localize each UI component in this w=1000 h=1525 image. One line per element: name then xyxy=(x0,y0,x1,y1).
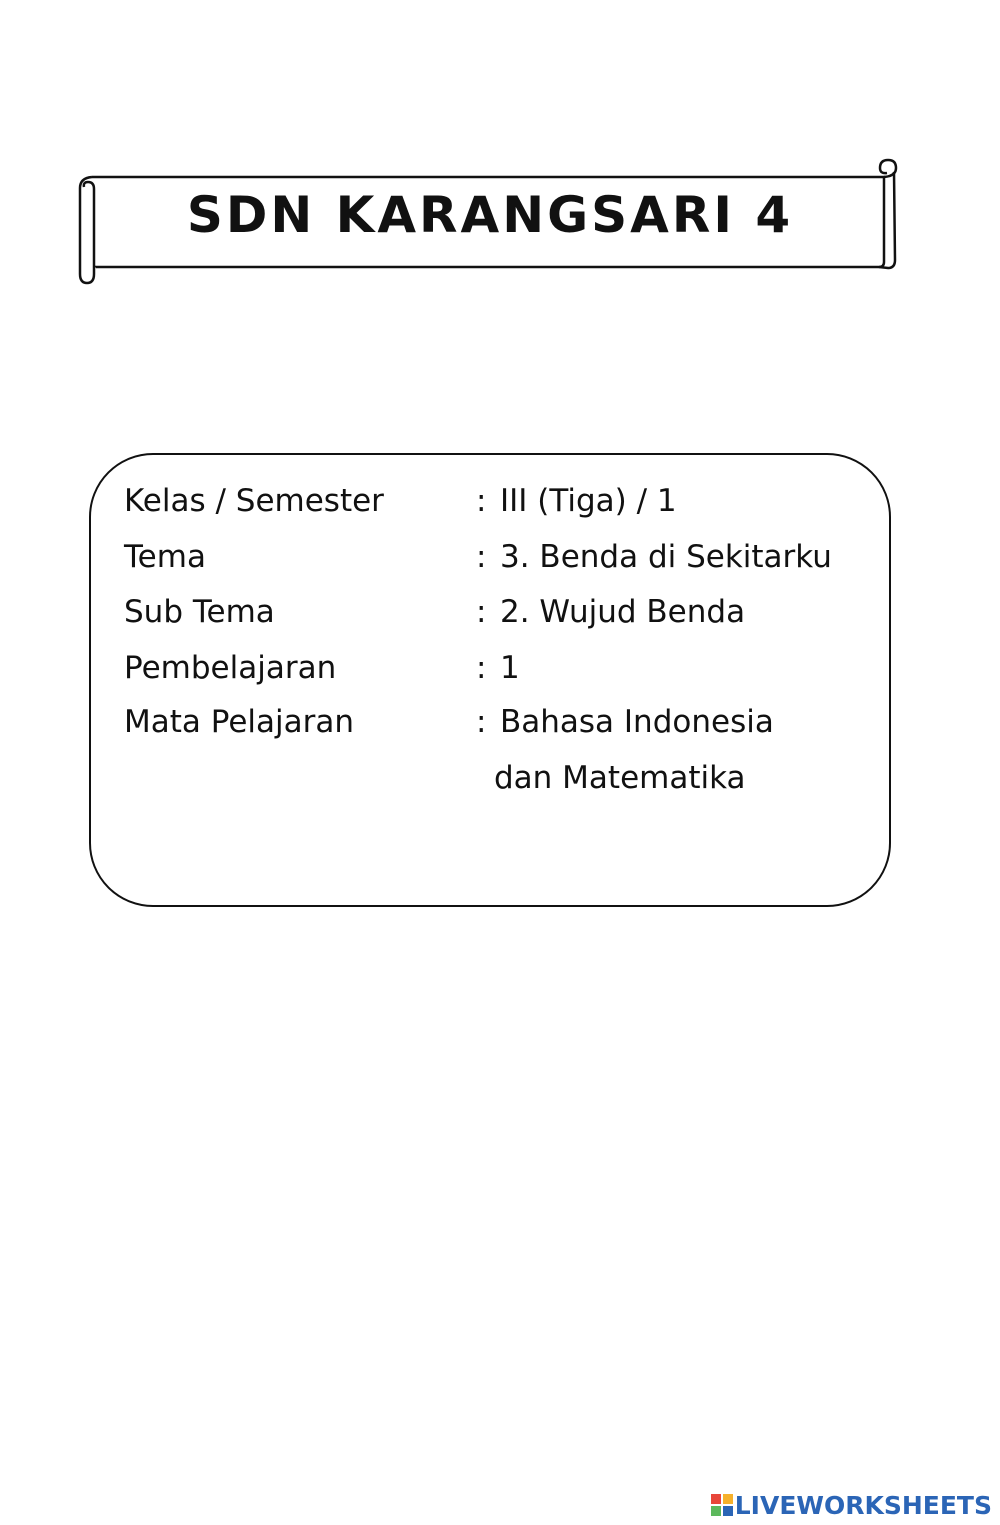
info-value: Bahasa Indonesia xyxy=(500,704,774,740)
school-title: SDN KARANGSARI 4 xyxy=(186,186,794,244)
info-label: Pembelajaran xyxy=(124,650,337,686)
info-label: Tema xyxy=(124,539,206,575)
liveworksheets-logo-icon xyxy=(711,1494,733,1516)
info-separator: : xyxy=(476,483,487,519)
info-value: 1 xyxy=(500,650,520,686)
info-separator: : xyxy=(476,594,487,630)
info-value-continuation: dan Matematika xyxy=(494,760,746,796)
liveworksheets-logo-text: LIVEWORKSHEETS xyxy=(734,1490,992,1520)
info-value: III (Tiga) / 1 xyxy=(500,483,677,519)
info-separator: : xyxy=(476,650,487,686)
info-separator: : xyxy=(476,704,487,740)
liveworksheets-logo[interactable] xyxy=(711,1490,992,1520)
info-separator: : xyxy=(476,539,487,575)
info-value: 3. Benda di Sekitarku xyxy=(500,539,832,575)
info-label: Kelas / Semester xyxy=(124,483,384,519)
info-label: Mata Pelajaran xyxy=(124,704,355,740)
info-label: Sub Tema xyxy=(124,594,275,630)
info-value: 2. Wujud Benda xyxy=(500,594,746,630)
